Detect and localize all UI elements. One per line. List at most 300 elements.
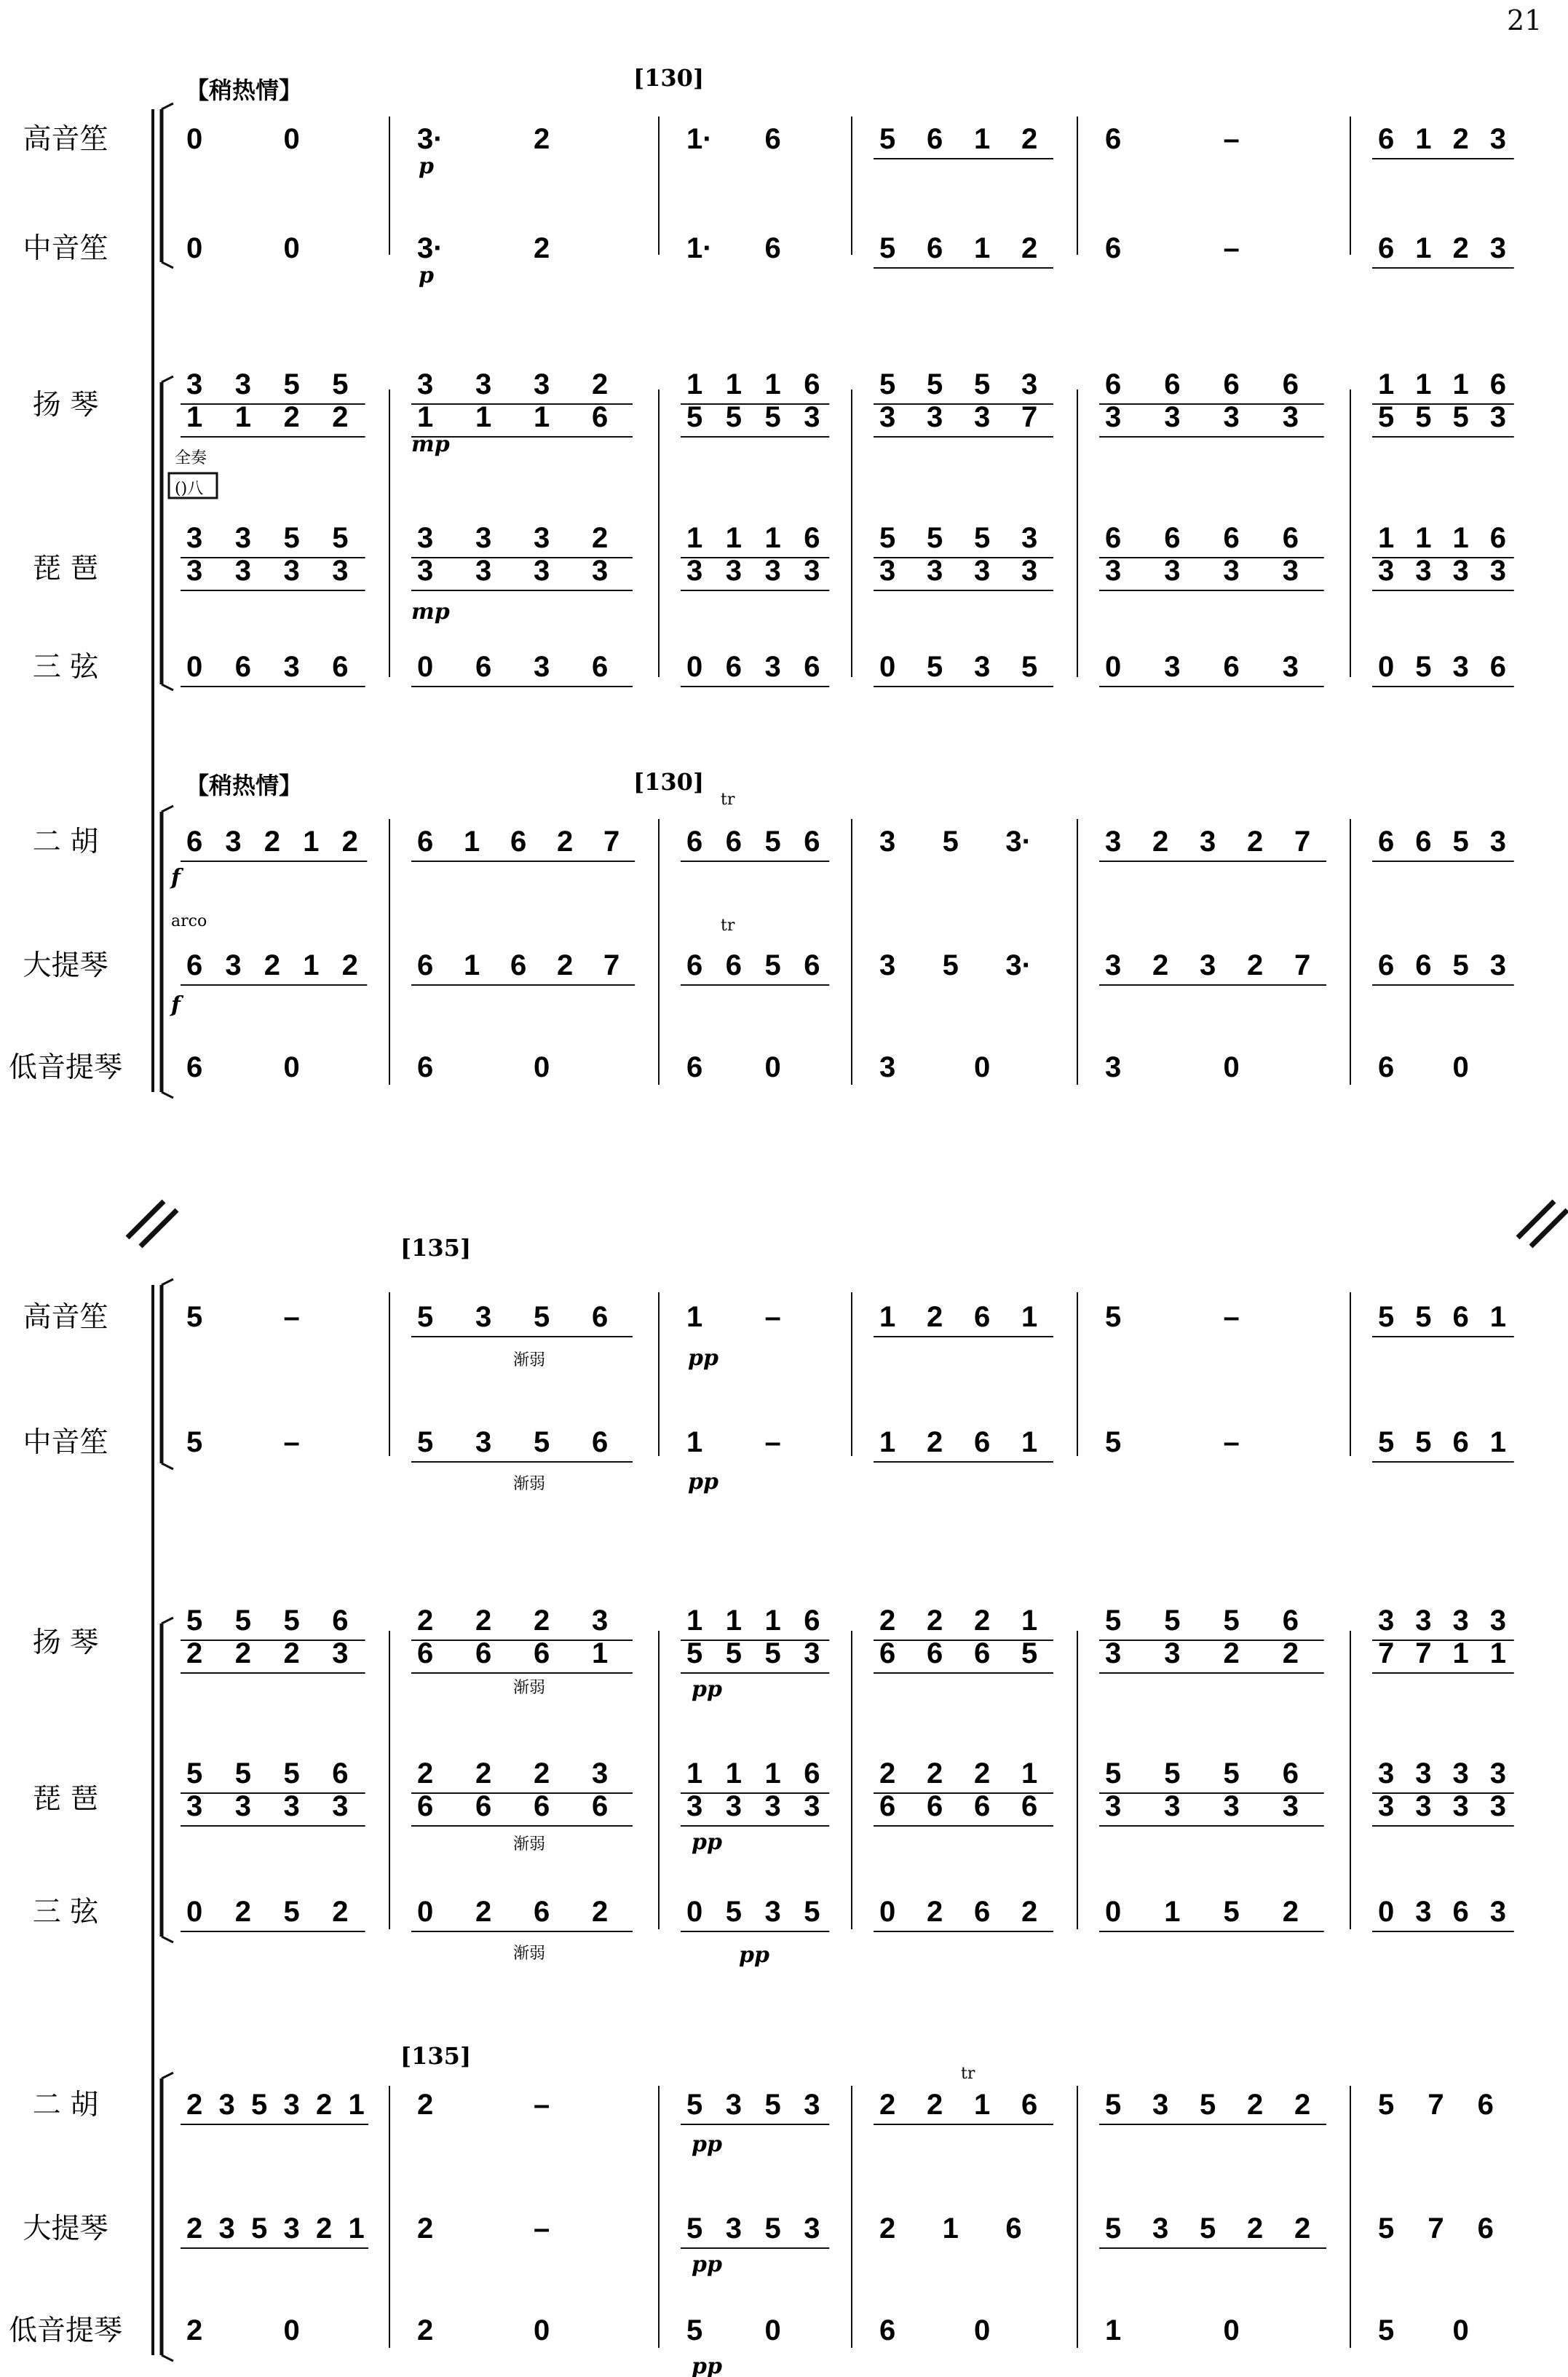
- jianpu-note: 3: [1282, 555, 1299, 587]
- jianpu-note: 5: [764, 949, 781, 981]
- jianpu-note: 3: [283, 2212, 300, 2244]
- jianpu-note: 3: [974, 651, 991, 683]
- group-bracket-hook: [162, 1618, 173, 1623]
- jianpu-note: 0: [764, 1051, 781, 1083]
- jianpu-note: 3: [1105, 1637, 1122, 1669]
- jianpu-note: 3: [764, 555, 781, 587]
- instrument-label: 扬 琴: [32, 1626, 99, 1659]
- jianpu-note: 2: [534, 123, 550, 155]
- jianpu-note: 3: [1489, 555, 1506, 587]
- instrument-label: 大提琴: [23, 2212, 108, 2245]
- group-bracket-hook: [162, 262, 173, 268]
- jianpu-note: 3: [764, 1790, 781, 1822]
- jianpu-note: 5: [764, 401, 781, 433]
- jianpu-note: 3: [332, 1790, 349, 1822]
- jianpu-note: 2: [534, 232, 550, 264]
- jianpu-note: 2: [1152, 826, 1169, 858]
- jianpu-note: 2: [417, 2212, 434, 2244]
- jianpu-note: 1: [974, 232, 991, 264]
- jianpu-note: 5: [725, 1896, 742, 1928]
- group-bracket-hook: [162, 2073, 173, 2079]
- jianpu-note: 6: [1021, 1790, 1038, 1822]
- jianpu-note: 3: [1164, 1790, 1181, 1822]
- jianpu-note: 3: [332, 555, 349, 587]
- jianpu-note: 2: [879, 2212, 896, 2244]
- jianpu-note: 0: [1378, 651, 1395, 683]
- jianpu-note: 5: [1452, 949, 1469, 981]
- jianpu-note: 1: [464, 826, 480, 858]
- jianpu-note: 6: [1164, 522, 1181, 554]
- jianpu-note: 5: [283, 1605, 300, 1637]
- jianpu-note: 1: [1489, 1301, 1506, 1333]
- jianpu-note: 0: [417, 651, 434, 683]
- jianpu-note: 5: [1105, 2089, 1122, 2121]
- jianpu-note: 2: [186, 2314, 203, 2346]
- jianpu-note: 2: [592, 522, 609, 554]
- jianpu-note: 5: [1452, 826, 1469, 858]
- jianpu-note: 6: [927, 1637, 943, 1669]
- jianpu-note: 2: [1282, 1637, 1299, 1669]
- jianpu-note: 1: [186, 401, 203, 433]
- jianpu-note: 3: [1489, 1790, 1506, 1822]
- jianpu-note: 3: [1105, 555, 1122, 587]
- jianpu-note: 2: [186, 2212, 203, 2244]
- jianpu-note: 5: [1415, 401, 1432, 433]
- jianpu-note: 2: [316, 2212, 333, 2244]
- jianpu-note: 3: [686, 1790, 703, 1822]
- jianpu-note: 3: [534, 555, 550, 587]
- jianpu-note: 5: [764, 2089, 781, 2121]
- jianpu-note: 5: [974, 368, 991, 400]
- instrument-label: 高音笙: [23, 1301, 108, 1334]
- expression-mark: pp: [739, 1942, 769, 1968]
- expression-mark: pp: [692, 2252, 722, 2277]
- jianpu-note: 0: [1105, 1896, 1122, 1928]
- jianpu-note: 5: [804, 1896, 820, 1928]
- jianpu-note: 0: [1452, 2314, 1469, 2346]
- jianpu-note: 5: [1452, 401, 1469, 433]
- jianpu-note: 5: [1164, 1757, 1181, 1789]
- jianpu-note: 1: [725, 1605, 742, 1637]
- jianpu-note: 0: [879, 651, 896, 683]
- jianpu-note: 6: [510, 826, 527, 858]
- jianpu-note: 3: [1378, 1605, 1395, 1637]
- instrument-label: 中音笙: [23, 1426, 108, 1459]
- jianpu-note: 7: [1415, 1637, 1432, 1669]
- jianpu-note: 2: [974, 1605, 991, 1637]
- jianpu-note: 5: [417, 1301, 434, 1333]
- jianpu-note: 3: [804, 401, 820, 433]
- jianpu-note: 5: [283, 1757, 300, 1789]
- jianpu-note: 2: [879, 1757, 896, 1789]
- jianpu-note: 6: [417, 826, 434, 858]
- jianpu-note: 5: [686, 2314, 703, 2346]
- jianpu-note: 5: [1105, 2212, 1122, 2244]
- jianpu-note: 6: [417, 1051, 434, 1083]
- jianpu-note: 7: [603, 949, 620, 981]
- jianpu-note: 1: [974, 123, 991, 155]
- expression-mark: pp: [692, 2132, 722, 2157]
- jianpu-note: 6: [1415, 949, 1432, 981]
- jianpu-note: 2: [475, 1605, 492, 1637]
- jianpu-note: 0: [686, 651, 703, 683]
- jianpu-note: 3: [974, 555, 991, 587]
- tempo-mark: 【稍热情】: [186, 76, 303, 104]
- jianpu-note: 6: [417, 1637, 434, 1669]
- jianpu-note: 2: [417, 1757, 434, 1789]
- jianpu-note: 1: [303, 949, 320, 981]
- instrument-label: 三 弦: [32, 1896, 99, 1929]
- jianpu-note: 6: [804, 949, 820, 981]
- jianpu-note: 3: [1378, 555, 1395, 587]
- jianpu-note: 5: [879, 368, 896, 400]
- jianpu-note: 5: [1378, 2212, 1395, 2244]
- jianpu-note: 3: [1282, 401, 1299, 433]
- expression-mark: 全奏: [175, 449, 207, 467]
- jianpu-note: 6: [592, 1790, 609, 1822]
- jianpu-note: 6: [592, 401, 609, 433]
- jianpu-note: 5: [1105, 1301, 1122, 1333]
- jianpu-note: 5: [283, 522, 300, 554]
- jianpu-note: 6: [234, 651, 251, 683]
- jianpu-note: 6: [1378, 949, 1395, 981]
- jianpu-note: 3: [332, 1637, 349, 1669]
- jianpu-note: 1: [942, 2212, 959, 2244]
- jianpu-note: 3: [879, 401, 896, 433]
- jianpu-note: 1: [303, 826, 320, 858]
- jianpu-note: 2: [186, 2089, 203, 2121]
- jianpu-note: 6: [1452, 1301, 1469, 1333]
- jianpu-note: 1·: [686, 123, 713, 155]
- jianpu-note: 2: [1247, 949, 1264, 981]
- jianpu-note: 3: [1105, 1051, 1122, 1083]
- jianpu-note: 5: [1223, 1896, 1240, 1928]
- jianpu-note: 2: [234, 1896, 251, 1928]
- jianpu-note: 3: [804, 1790, 820, 1822]
- jianpu-note: 6: [1105, 232, 1122, 264]
- jianpu-note: 6: [1378, 1051, 1395, 1083]
- jianpu-note: 5: [1021, 651, 1038, 683]
- jianpu-note: 0: [534, 2314, 550, 2346]
- jianpu-note: 1: [475, 401, 492, 433]
- jianpu-note: 3: [218, 2089, 235, 2121]
- jianpu-note: 5: [234, 1605, 251, 1637]
- tutti-box-label: ()八: [175, 480, 204, 498]
- expression-mark: arco: [171, 912, 207, 930]
- jianpu-note: 6: [475, 1790, 492, 1822]
- jianpu-note: 3: [186, 1790, 203, 1822]
- jianpu-note: 5: [1378, 1301, 1395, 1333]
- jianpu-note: 2: [974, 1757, 991, 1789]
- jianpu-note: 1: [686, 1426, 703, 1458]
- jianpu-note: 3: [534, 368, 550, 400]
- jianpu-note: 5: [879, 522, 896, 554]
- jianpu-note: 6: [1378, 826, 1395, 858]
- jianpu-note: 1: [725, 522, 742, 554]
- jianpu-note: 2: [1247, 2089, 1264, 2121]
- jianpu-note: 5: [283, 368, 300, 400]
- jianpu-note: 6: [1282, 522, 1299, 554]
- jianpu-note: 3: [1415, 555, 1432, 587]
- jianpu-note: 0: [974, 2314, 991, 2346]
- jianpu-note: 1: [879, 1301, 896, 1333]
- rehearsal-mark: [135]: [400, 2042, 472, 2070]
- jianpu-note: 2: [1021, 1896, 1038, 1928]
- expression-mark: 渐弱: [513, 1945, 546, 1963]
- jianpu-note: 6: [1105, 522, 1122, 554]
- jianpu-note: 2: [927, 1605, 943, 1637]
- jianpu-note: 2: [927, 1896, 943, 1928]
- jianpu-note: 6: [1021, 2089, 1038, 2121]
- jianpu-note: 2: [341, 949, 358, 981]
- jianpu-note: 3: [1105, 401, 1122, 433]
- expression-mark: f: [171, 865, 181, 890]
- rehearsal-mark: [135]: [400, 1234, 472, 1262]
- jianpu-note: 6: [1005, 2212, 1022, 2244]
- jianpu-note: 3: [725, 1790, 742, 1822]
- jianpu-note: 5: [283, 1896, 300, 1928]
- jianpu-note: 3: [1452, 651, 1469, 683]
- jianpu-note: 6: [974, 1790, 991, 1822]
- expression-mark: mp: [411, 432, 450, 457]
- jianpu-note: 3: [1164, 651, 1181, 683]
- jianpu-note: 3: [804, 2212, 820, 2244]
- jianpu-note: 1: [1489, 1426, 1506, 1458]
- jianpu-note: 1: [725, 1757, 742, 1789]
- jianpu-note: 3: [283, 2089, 300, 2121]
- jianpu-note: 3: [686, 555, 703, 587]
- jianpu-note: 6: [186, 1051, 203, 1083]
- jianpu-note: 3: [234, 368, 251, 400]
- jianpu-note: 3: [1452, 1790, 1469, 1822]
- jianpu-note: 6: [804, 1757, 820, 1789]
- jianpu-note: 6: [725, 651, 742, 683]
- jianpu-note: 2: [186, 1637, 203, 1669]
- jianpu-note: 6: [332, 1757, 349, 1789]
- jianpu-note: 2: [879, 1605, 896, 1637]
- instrument-label: 低音提琴: [8, 1051, 123, 1084]
- jianpu-note: 3: [417, 522, 434, 554]
- jianpu-note: 5: [1164, 1605, 1181, 1637]
- jianpu-note: 3: [1200, 826, 1216, 858]
- jianpu-note: 3: [879, 949, 896, 981]
- jianpu-note: 3: [764, 1896, 781, 1928]
- jianpu-note: 3: [1489, 1757, 1506, 1789]
- jianpu-note: 3: [1489, 401, 1506, 433]
- jianpu-note: 5: [186, 1301, 203, 1333]
- jianpu-note: 0: [186, 1896, 203, 1928]
- jianpu-note: 5: [942, 949, 959, 981]
- jianpu-note: 3·: [417, 232, 443, 264]
- jianpu-note: 0: [1105, 651, 1122, 683]
- jianpu-note: 6: [686, 826, 703, 858]
- jianpu-note: 3: [927, 401, 943, 433]
- jianpu-note: 0: [764, 2314, 781, 2346]
- jianpu-note: 2: [234, 1637, 251, 1669]
- jianpu-note: 6: [1282, 1605, 1299, 1637]
- jianpu-note: 1: [1415, 368, 1432, 400]
- jianpu-note: 3: [417, 368, 434, 400]
- jianpu-note: 3: [725, 555, 742, 587]
- jianpu-note: 3: [234, 522, 251, 554]
- expression-mark: pp: [688, 1345, 718, 1371]
- jianpu-note: 3: [592, 1757, 609, 1789]
- jianpu-note: 5: [1223, 1605, 1240, 1637]
- jianpu-note: 3: [283, 651, 300, 683]
- jianpu-note: 6: [804, 1605, 820, 1637]
- jianpu-note: 3: [1164, 555, 1181, 587]
- jianpu-note: 6: [974, 1637, 991, 1669]
- system-separator-mark: [127, 1201, 164, 1238]
- jianpu-note: 1: [592, 1637, 609, 1669]
- jianpu-note: 2: [475, 1896, 492, 1928]
- jianpu-note: 3: [804, 555, 820, 587]
- jianpu-note: 5: [332, 368, 349, 400]
- jianpu-note: 6: [1164, 368, 1181, 400]
- jianpu-note: 0: [974, 1051, 991, 1083]
- jianpu-note: 2: [534, 1757, 550, 1789]
- jianpu-note: 2: [475, 1757, 492, 1789]
- jianpu-note: 6: [879, 2314, 896, 2346]
- jianpu-note: 3: [475, 1301, 492, 1333]
- jianpu-note: 3: [1489, 1896, 1506, 1928]
- jianpu-note: 0: [186, 123, 203, 155]
- jianpu-note: 1: [1415, 232, 1432, 264]
- jianpu-note: 5: [1223, 1757, 1240, 1789]
- jianpu-note: 5: [186, 1426, 203, 1458]
- jianpu-note: 3: [1152, 2089, 1169, 2121]
- jianpu-note: 1: [1378, 368, 1395, 400]
- instrument-label: 中音笙: [23, 232, 108, 265]
- jianpu-note: 5: [1105, 1757, 1122, 1789]
- instrument-label: 二 胡: [32, 2089, 99, 2121]
- jianpu-note: –: [1223, 1426, 1240, 1458]
- jianpu-note: –: [1223, 232, 1240, 264]
- jianpu-note: 3: [475, 368, 492, 400]
- jianpu-note: 1: [348, 2212, 365, 2244]
- group-bracket-hook: [162, 806, 173, 812]
- jianpu-note: 6: [974, 1301, 991, 1333]
- instrument-label: 琵 琶: [32, 1783, 99, 1816]
- jianpu-note: 1: [686, 522, 703, 554]
- jianpu-note: 2: [316, 2089, 333, 2121]
- jianpu-note: 3: [1282, 651, 1299, 683]
- jianpu-note: 1: [234, 401, 251, 433]
- jianpu-note: 3: [186, 368, 203, 400]
- jianpu-note: –: [283, 1301, 300, 1333]
- jianpu-note: 3: [475, 1426, 492, 1458]
- jianpu-note: 5: [1200, 2212, 1216, 2244]
- jianpu-note: 3: [283, 555, 300, 587]
- jianpu-note: 3: [186, 522, 203, 554]
- jianpu-note: 3: [879, 1051, 896, 1083]
- jianpu-note: 5: [764, 826, 781, 858]
- jianpu-note: 3: [879, 555, 896, 587]
- jianpu-note: 3: [592, 555, 609, 587]
- tempo-mark: 【稍热情】: [186, 772, 303, 799]
- jianpu-note: 6: [1105, 123, 1122, 155]
- jianpu-note: 3: [1489, 232, 1506, 264]
- jianpu-note: 5: [1415, 651, 1432, 683]
- jianpu-note: 3: [1200, 949, 1216, 981]
- jianpu-note: 7: [603, 826, 620, 858]
- jianpu-note: 6: [1223, 368, 1240, 400]
- jianpu-note: 5: [1378, 1426, 1395, 1458]
- jianpu-note: 3: [1152, 2212, 1169, 2244]
- jianpu-note: 6: [1477, 2212, 1494, 2244]
- jianpu-note: 3: [1489, 1605, 1506, 1637]
- jianpu-note: 0: [534, 1051, 550, 1083]
- jianpu-note: 5: [942, 826, 959, 858]
- jianpu-note: 2: [417, 2089, 434, 2121]
- jianpu-note: 3: [1223, 1790, 1240, 1822]
- jianpu-note: 6: [1489, 522, 1506, 554]
- jianpu-note: 1: [764, 1757, 781, 1789]
- jianpu-note: 5: [927, 522, 943, 554]
- expression-mark: 渐弱: [513, 1351, 546, 1369]
- jianpu-note: 7: [1378, 1637, 1395, 1669]
- jianpu-note: 2: [264, 826, 281, 858]
- jianpu-note: 5: [1021, 1637, 1038, 1669]
- jianpu-note: 0: [283, 123, 300, 155]
- jianpu-note: 3: [1164, 401, 1181, 433]
- jianpu-note: 3: [1452, 1605, 1469, 1637]
- group-bracket-hook: [162, 1092, 173, 1098]
- jianpu-note: 0: [1223, 1051, 1240, 1083]
- jianpu-note: 5: [686, 1637, 703, 1669]
- jianpu-note: 6: [332, 1605, 349, 1637]
- jianpu-note: 5: [725, 401, 742, 433]
- instrument-label: 大提琴: [23, 949, 108, 982]
- jianpu-note: 3: [1021, 368, 1038, 400]
- expression-mark: 渐弱: [513, 1475, 546, 1493]
- jianpu-note: 3: [186, 555, 203, 587]
- jianpu-note: 5: [1415, 1301, 1432, 1333]
- jianpu-note: 3: [1282, 1790, 1299, 1822]
- jianpu-note: 1: [1415, 522, 1432, 554]
- jianpu-note: –: [764, 1426, 781, 1458]
- jianpu-note: 1: [464, 949, 480, 981]
- jianpu-note: 1: [1415, 123, 1432, 155]
- jianpu-note: 3: [1415, 1757, 1432, 1789]
- system-separator-mark: [140, 1210, 177, 1246]
- jianpu-note: 2: [417, 1605, 434, 1637]
- jianpu-note: 6: [1105, 368, 1122, 400]
- jianpu-note: 3: [534, 651, 550, 683]
- jianpu-note: 6: [879, 1637, 896, 1669]
- jianpu-note: 3: [475, 555, 492, 587]
- group-bracket-hook: [162, 684, 173, 690]
- jianpu-note: 0: [186, 232, 203, 264]
- system-separator-mark: [1518, 1201, 1554, 1238]
- jianpu-note: 5: [534, 1301, 550, 1333]
- jianpu-note: 6: [1489, 368, 1506, 400]
- jianpu-note: 3: [804, 1637, 820, 1669]
- jianpu-note: 3: [1415, 1790, 1432, 1822]
- instrument-label: 扬 琴: [32, 389, 99, 422]
- jianpu-note: 6: [927, 123, 943, 155]
- jianpu-note: 1: [764, 1605, 781, 1637]
- page-number: 21: [1507, 4, 1543, 36]
- rehearsal-mark: [130]: [633, 64, 705, 92]
- group-bracket-hook: [162, 376, 173, 382]
- jianpu-note: 7: [1294, 826, 1311, 858]
- jianpu-note: 6: [927, 1790, 943, 1822]
- jianpu-note: 6: [332, 651, 349, 683]
- jianpu-note: 1: [1452, 1637, 1469, 1669]
- jianpu-note: 2: [557, 826, 574, 858]
- jianpu-note: 3: [804, 2089, 820, 2121]
